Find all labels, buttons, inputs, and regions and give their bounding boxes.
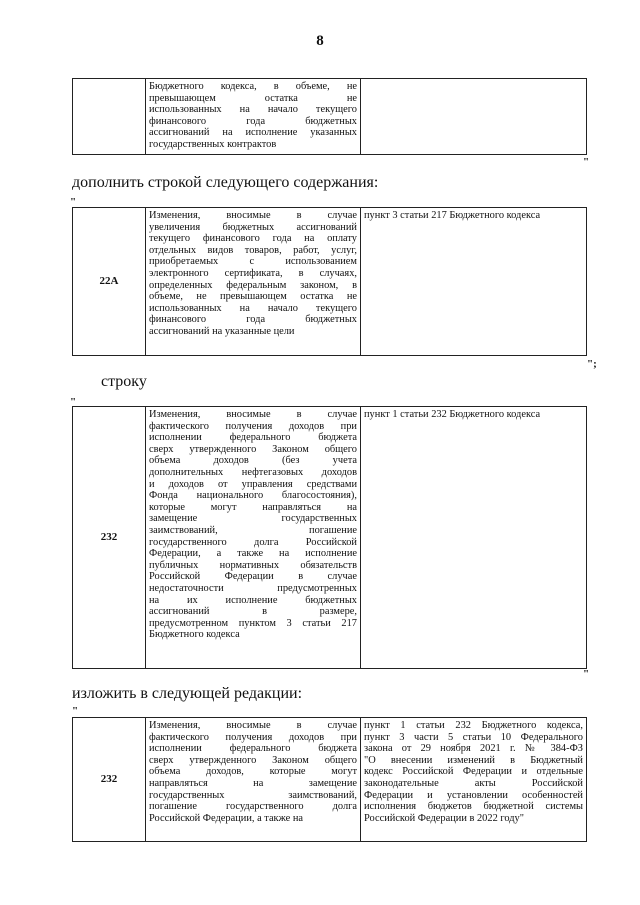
text-line: объема доходов, которые могут (149, 766, 357, 778)
closing-quote: " (583, 156, 590, 168)
text-line: текущего финансового года на оплату (149, 233, 357, 245)
closing-quote: "; (587, 358, 597, 370)
text-line: финансового года бюджетных (149, 115, 357, 127)
text-line: замещение государственных (149, 513, 357, 525)
text-line: государственных заимствований, (149, 789, 357, 801)
text-line: Изменения, вносимые в случае (149, 720, 357, 731)
row-number-cell: 232 (73, 718, 146, 842)
text-line: недостаточности предусмотренных (149, 582, 357, 594)
text-line: исполнения бюджетов бюджетной системы (364, 801, 583, 813)
text-line: исполнении федерального бюджета (149, 432, 357, 444)
text-line: предусмотренном пунктом 3 статьи 217 (149, 617, 357, 629)
text-line: ассигнований на исполнение указанных (149, 127, 357, 139)
text-line: публичных нормативных обязательств (149, 559, 357, 571)
text-line: Российской Федерации в случае (149, 571, 357, 583)
text-line: заимствований, погашение (149, 524, 357, 536)
text-line: приобретаемых с использованием (149, 256, 357, 268)
text-line: увеличения бюджетных ассигнований (149, 221, 357, 233)
text-line: на их исполнение бюджетных (149, 594, 357, 606)
text-line: пункт 3 части 5 статьи 10 Федерального (364, 731, 583, 743)
text-line: пункт 1 статьи 232 Бюджетного кодекса, (364, 720, 583, 731)
row-basis-cell: пункт 3 статьи 217 Бюджетного кодекса (361, 208, 587, 356)
text-line: дополнительных нефтегазовых доходов (149, 466, 357, 478)
text-line: использованных на начало текущего (149, 104, 357, 116)
text-line: Бюджетного кодекса (149, 629, 240, 641)
text-line: финансового года бюджетных (149, 314, 357, 326)
text-line: Бюджетного кодекса, в объеме, не (149, 81, 357, 92)
text-line: Изменения, вносимые в случае (149, 409, 357, 420)
instruction-restate: изложить в следующей редакции: (72, 685, 303, 702)
text-line: погашение государственного долга (149, 801, 357, 813)
opening-quote: " (70, 396, 77, 408)
text-line: фактического получения доходов при (149, 731, 357, 743)
row-number-cell (73, 79, 146, 155)
text-line: Федерации и установлении особенностей (364, 789, 583, 801)
text-line: превышающем остатка не (149, 92, 357, 104)
text-line: использованных на начало текущего (149, 302, 357, 314)
text-line: фактического получения доходов при (149, 420, 357, 432)
text-line: которые могут направляться на (149, 501, 357, 513)
row-description-cell (146, 718, 361, 842)
text-line: закона от 29 ноября 2021 г. № 384-ФЗ (364, 743, 583, 755)
text-line: Федерации, а также на исполнение (149, 548, 357, 560)
row-description-cell (146, 208, 361, 356)
instruction-add-row: дополнить строкой следующего содержания: (72, 174, 379, 191)
text-line: Фонда национального благосостояния), (149, 490, 357, 502)
row-basis-cell: пункт 1 статьи 232 Бюджетного кодекса (361, 407, 587, 669)
text-line: электронного сертификата, в случаях, (149, 267, 357, 279)
opening-quote: " (70, 196, 77, 208)
text-line: государственного долга Российской (149, 536, 357, 548)
row-description-cell (146, 407, 361, 669)
text-line: ассигнований в размере, (149, 606, 357, 618)
row-basis-cell (361, 718, 587, 842)
instruction-row: строку (101, 373, 147, 390)
text-line: Российской Федерации в 2022 году" (364, 812, 524, 824)
text-line: сверх утвержденного Законом общего (149, 754, 357, 766)
text-line: "О внесении изменений в Бюджетный (364, 754, 583, 766)
row-number-cell: 22А (73, 208, 146, 356)
row-basis-cell (361, 79, 587, 155)
text-line: кодекс Российской Федерации и отдельные (364, 766, 583, 778)
row-description-cell (146, 79, 361, 155)
text-line: Изменения, вносимые в случае (149, 210, 357, 221)
closing-quote: " (583, 668, 590, 680)
budget-table-continuation (72, 78, 587, 155)
page-number: 8 (316, 33, 324, 49)
text-line: Российской Федерации, а также на (149, 812, 304, 824)
text-line: объема доходов (без учета (149, 455, 357, 467)
budget-table-row-232-new (72, 717, 587, 842)
text-line: государственных контрактов (149, 138, 277, 150)
budget-table-row-232-old (72, 406, 587, 669)
text-line: объеме, не превышающем остатка не (149, 291, 357, 303)
text-line: сверх утвержденного Законом общего (149, 443, 357, 455)
text-line: отдельных видов товаров, работ, услуг, (149, 244, 357, 256)
text-line: и доходов от управления средствами (149, 478, 357, 490)
text-line: исполнении федерального бюджета (149, 743, 357, 755)
text-line: законодательные акты Российской (364, 777, 583, 789)
budget-table-row-22a (72, 207, 587, 356)
text-line: определенных федеральным законом, в (149, 279, 357, 291)
text-line: ассигнований на указанные цели (149, 325, 295, 337)
opening-quote: " (72, 705, 79, 717)
row-number-cell: 232 (73, 407, 146, 669)
text-line: направляться на замещение (149, 777, 357, 789)
